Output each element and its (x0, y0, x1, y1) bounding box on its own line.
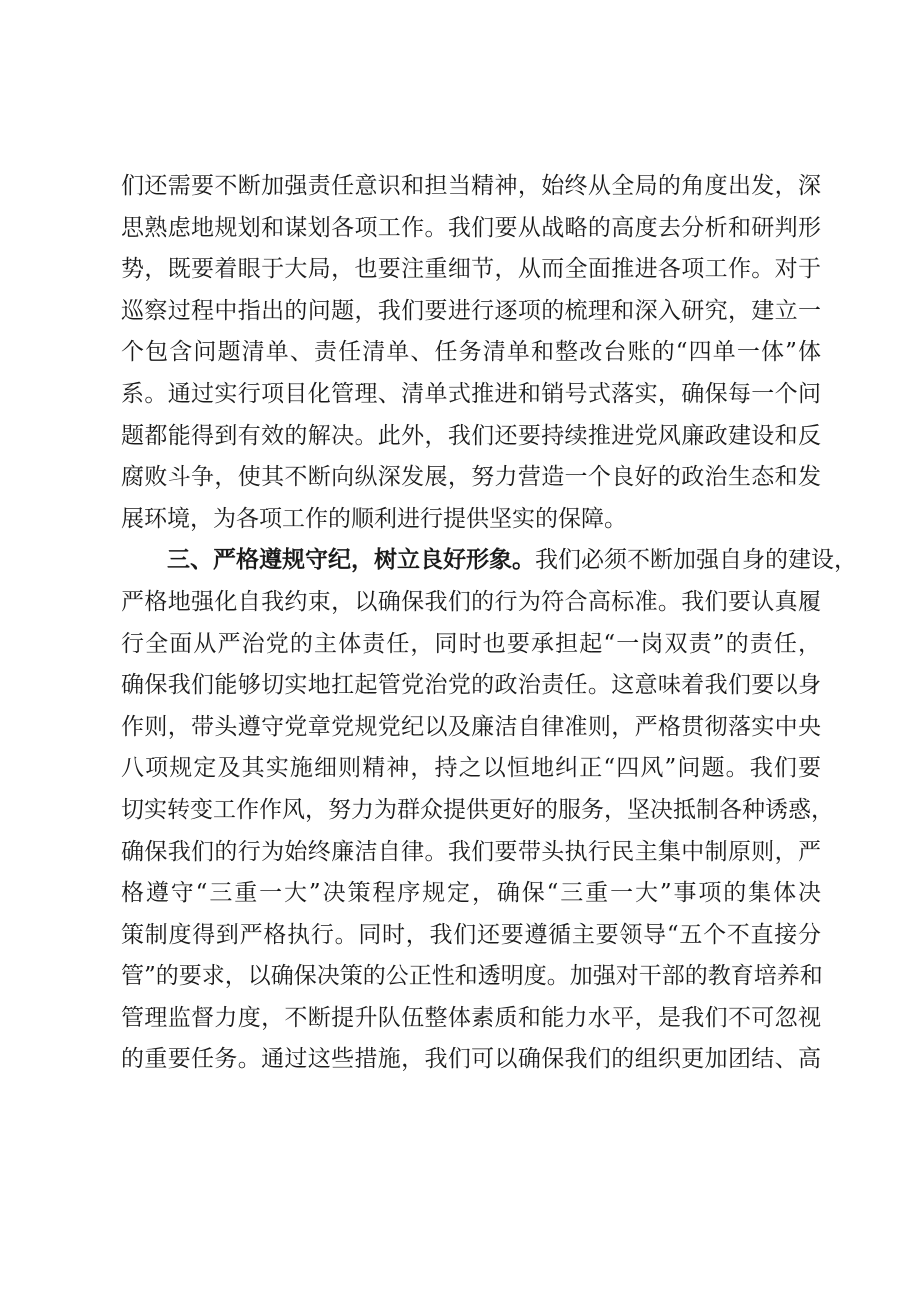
paragraph-line: 个包含问题清单、责任清单、任务清单和整改台账的“四单一体”体 (121, 339, 821, 366)
paragraph-line: 管”的要求，以确保决策的公正性和透明度。加强对干部的教育培养和 (121, 963, 823, 990)
paragraph-2 (121, 540, 857, 1081)
paragraph-line: 展环境，为各项工作的顺利进行提供坚实的保障。 (121, 505, 627, 532)
paragraph-line: 确保我们能够切实地扛起管党治党的政治责任。这意味着我们要以身 (121, 672, 821, 699)
paragraph-line: 管理监督力度，不断提升队伍整体素质和能力水平，是我们不可忽视 (121, 1004, 821, 1031)
paragraph-line: 系。通过实行项目化管理、清单式推进和销号式落实，确保每一个问 (121, 380, 821, 407)
paragraph-line: 势，既要着眼于大局，也要注重细节，从而全面推进各项工作。对于 (121, 256, 821, 283)
paragraph-line: 格遵守“三重一大”决策程序规定，确保“三重一大”事项的集体决 (121, 880, 821, 907)
paragraph-line: 行全面从严治党的主体责任，同时也要承担起“一岗双责”的责任， (121, 630, 821, 657)
paragraph-line: 思熟虑地规划和谋划各项工作。我们要从战略的高度去分析和研判形 (121, 214, 821, 241)
paragraph-line: 腐败斗争，使其不断向纵深发展，努力营造一个良好的政治生态和发 (121, 464, 821, 491)
body-text (121, 166, 857, 1081)
paragraph-line: 作则，带头遵守党章党规党纪以及廉洁自律准则，严格贯彻落实中央 (121, 713, 821, 740)
paragraph-line: 的重要任务。通过这些措施，我们可以确保我们的组织更加团结、高 (121, 1046, 821, 1073)
paragraph-1 (121, 166, 821, 540)
section-heading: 三、严格遵规守纪，树立良好形象。 (167, 547, 535, 574)
paragraph-line: 八项规定及其实施细则精神，持之以恒地纠正“四风”问题。我们要 (121, 755, 821, 782)
paragraph-line: 题都能得到有效的解决。此外，我们还要持续推进党风廉政建设和反 (121, 422, 821, 449)
heading-line-rest: 我们必须不断加强自身的建设， (535, 547, 857, 574)
paragraph-line: 策制度得到严格执行。同时，我们还要遵循主要领导“五个不直接分 (121, 921, 821, 948)
paragraph-line: 们还需要不断加强责任意识和担当精神，始终从全局的角度出发，深 (121, 173, 821, 199)
section-heading-line (121, 540, 857, 582)
paragraph-line: 确保我们的行为始终廉洁自律。我们要带头执行民主集中制原则，严 (121, 838, 821, 865)
paragraph-line: 切实转变工作作风，努力为群众提供更好的服务，坚决抵制各种诱惑， (121, 796, 834, 823)
paragraph-line: 巡察过程中指出的问题，我们要进行逐项的梳理和深入研究，建立一 (121, 297, 821, 324)
paragraph-line: 严格地强化自我约束，以确保我们的行为符合高标准。我们要认真履 (121, 588, 821, 615)
